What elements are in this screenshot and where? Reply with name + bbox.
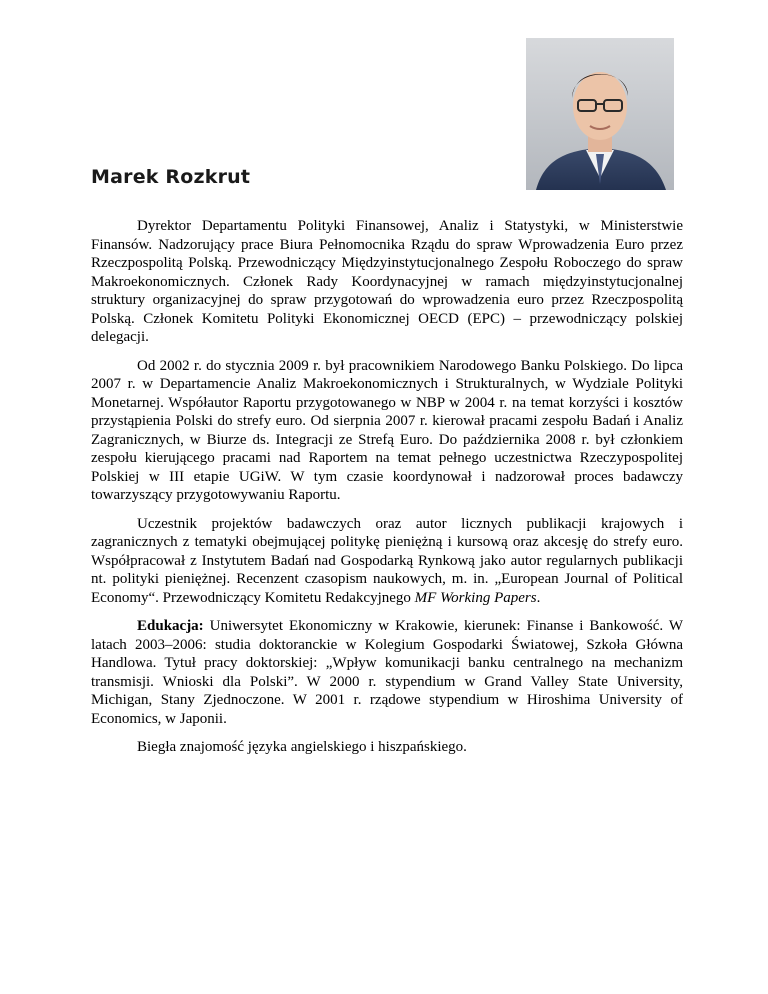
paragraph-position: Dyrektor Departamentu Polityki Finansowej, Analiz i Statystyki, w Ministerstwie Finansów. Nadzorujący prace Biura Pełnomocnika Rządu do spraw Wprowadzenia Euro przez Rzeczpospolitą Polską. Przewodniczący Międzyinstytucjonalnego Zespołu Roboczego do spraw Makroekonomicznych. Członek Rady Koordynacyjnej w ramach międzyinstytucjonalnej struktury organizacyjnej do spraw przygotowań do wprowadzenia euro przez Rzeczpospolitą Polską. Członek Komitetu Polityki Ekonomicznej OECD (EPC) – przewodniczący polskiej delegacji.: [91, 218, 683, 345]
research-text-end: .: [536, 589, 541, 606]
person-name: Marek Rozkrut: [91, 166, 251, 188]
paragraph-nbp-career: Od 2002 r. do stycznia 2009 r. był pracownikiem Narodowego Banku Polskiego. Do lipca 2007 r. w Departamencie Analiz Makroekonomicznych i Strukturalnych, w Wydziale Polityki Monetarnej. Współautor Raportu przygotowanego w NBP w 2004 r. na temat korzyści i kosztów przystąpienia Polski do strefy euro. Od sierpnia 2007 r. kierował pracami zespołu Badań i Analiz Zagranicznych, w Biurze ds. Integracji ze Strefą Euro. Do października 2008 r. był członkiem zespołu kierującego pracami nad Raportem na temat pełnego uczestnictwa Rzeczypospolitej Polskiej w III etapie UGiW. W tym czasie koordynował i nadzorował proces badawczy towarzyszący przygotowywaniu Raportu.: [91, 357, 683, 503]
research-text: Uczestnik projektów badawczych oraz autor licznych publikacji krajowych i zagranicznych z tematyki obejmującej politykę pieniężną i kursową oraz akcesję do strefy euro. Współpracował z Instytutem Badań nad Gospodarką Rynkową jako autor regularnych publikacji nt. polityki pieniężnej. Recenzent czasopism naukowych, m. in. „European Journal of Political Economy“. Przewodniczący Komitetu Redakcyjnego: [91, 515, 683, 606]
paragraph-education: [91, 617, 683, 728]
paragraph-languages: Biegła znajomość języka angielskiego i hiszpańskiego.: [137, 739, 467, 755]
portrait-photo: [526, 38, 674, 190]
education-text: Uniwersytet Ekonomiczny w Krakowie, kierunek: Finanse i Bankowość. W latach 2003–2006: studia doktoranckie w Kolegium Gospodarki Światowej, Szkoła Główna Handlowa. Tytuł pracy doktorskiej: „Wpływ komunikacji banku centralnego na mechanizm transmisji. Wnioski dla Polski”. W 2000 r. stypendium w Grand Valley State University, Michigan, Stany Zjednoczone. W 2001 r. rządowe stypendium w Hiroshima University of Economics, w Japonii.: [91, 618, 683, 727]
education-label: Edukacja:: [137, 618, 204, 634]
biography-text: [91, 217, 683, 767]
paragraph-research: [91, 515, 683, 608]
portrait-icon: [526, 38, 674, 190]
working-papers-title: MF Working Papers: [414, 589, 537, 606]
